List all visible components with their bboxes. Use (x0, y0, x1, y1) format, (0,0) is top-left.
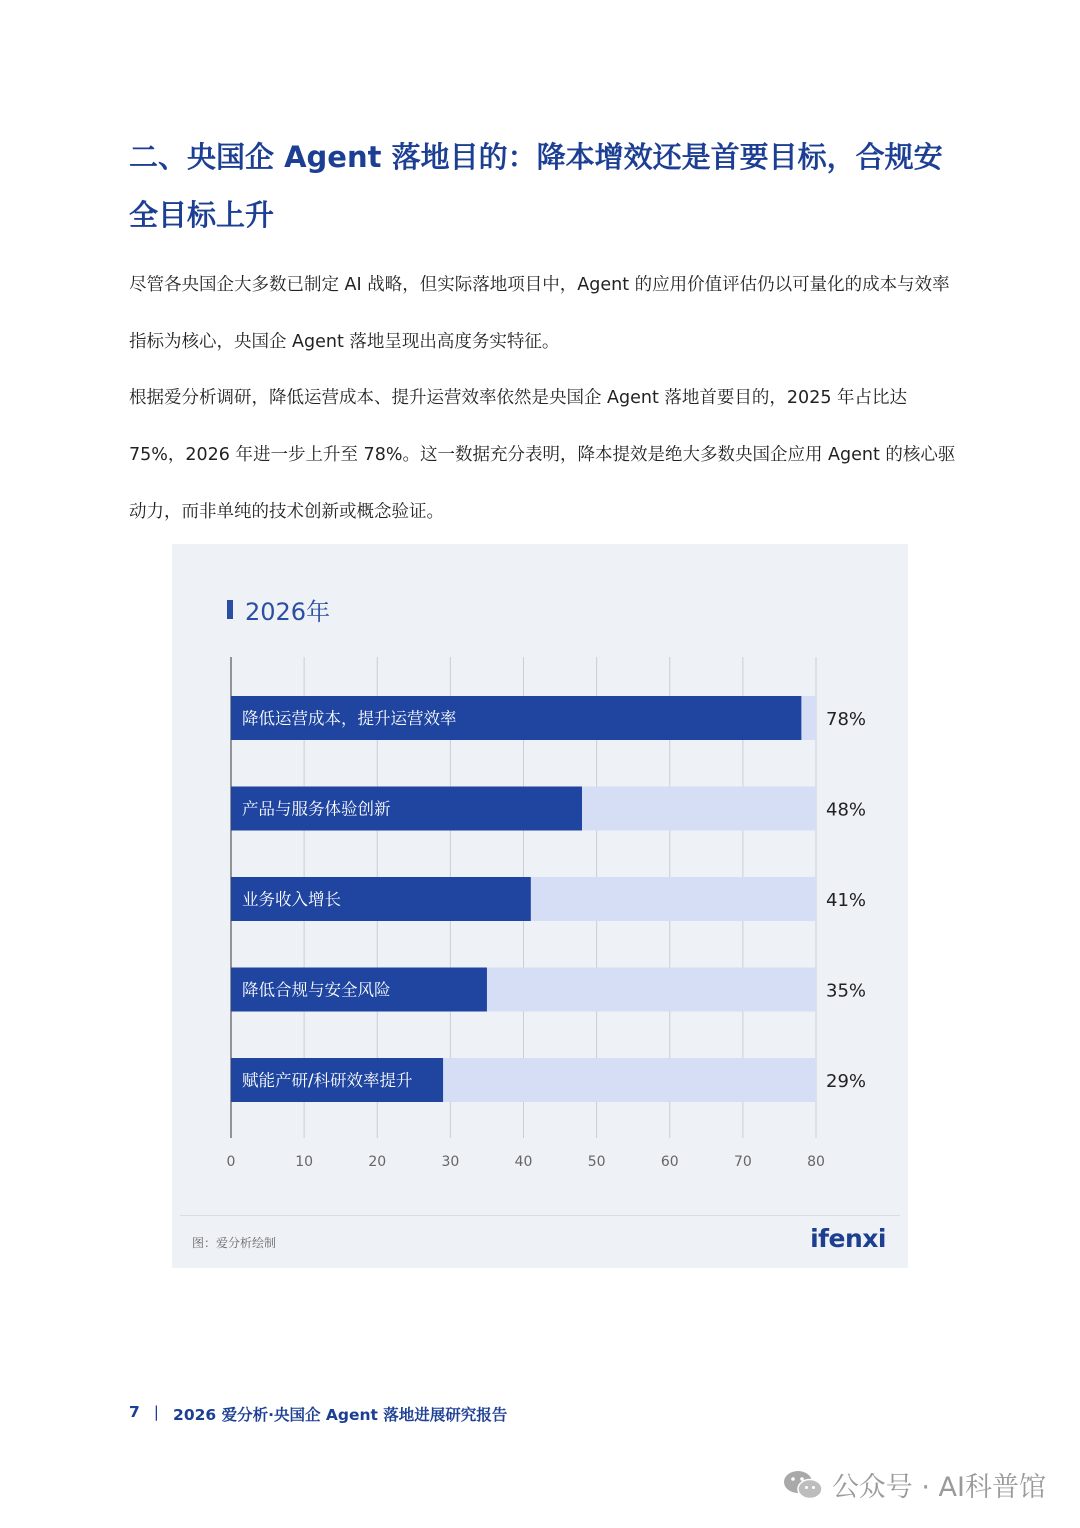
x-tick-label: 60 (660, 1154, 679, 1170)
x-tick-label: 0 (226, 1154, 236, 1170)
x-tick-label: 20 (368, 1154, 387, 1170)
bar-category-label: 降低合规与安全风险 (242, 980, 391, 1000)
bar-value-label: 41% (826, 890, 867, 911)
x-tick-label: 50 (587, 1154, 606, 1170)
watermark (782, 1465, 1046, 1504)
x-tick-label: 30 (441, 1154, 460, 1170)
bar-chart (172, 544, 908, 1204)
footer-separator: | (153, 1403, 160, 1421)
chart-panel (172, 544, 908, 1268)
page-number: 7 (129, 1403, 140, 1421)
ifenxi-logo: ifenxi (810, 1224, 886, 1253)
chart-title-text: 2026年 (245, 598, 331, 626)
title-accent (227, 600, 233, 619)
page-footer (129, 1403, 507, 1425)
bar-category-label: 赋能产研/科研效率提升 (242, 1071, 413, 1090)
bar-category-label: 业务收入增长 (242, 890, 341, 909)
wechat-icon (782, 1469, 824, 1501)
bar-value-label: 29% (826, 1071, 867, 1092)
bar-value-label: 35% (826, 980, 867, 1002)
x-tick-label: 10 (295, 1154, 314, 1170)
paragraph-1: 尽管各央国企大多数已制定 AI 战略，但实际落地项目中，Agent 的应用价值评估仍以可量化的成本与效率指标为核心，央国企 Agent 落地呈现出高度务实特征。 (129, 275, 950, 352)
bar-value-label: 48% (826, 799, 867, 821)
bar-category-label: 产品与服务体验创新 (242, 799, 391, 819)
chart-title (227, 592, 330, 627)
x-tick-label: 80 (807, 1154, 825, 1170)
bar-category-label: 降低运营成本，提升运营效率 (242, 709, 457, 728)
bar-value-label: 78% (826, 709, 867, 730)
section-heading: 二、央国企 Agent 落地目的：降本增效还是首要目标，合规安全目标上升 (129, 140, 943, 232)
footer-doc-title: 2026 爱分析·央国企 Agent 落地进展研究报告 (173, 1406, 508, 1424)
watermark-text: 公众号 · AI科普馆 (831, 1472, 1046, 1503)
chart-source: 图：爱分析绘制 (192, 1236, 277, 1250)
chart-divider (180, 1215, 900, 1216)
x-tick-label: 70 (733, 1154, 752, 1170)
paragraph-2: 根据爱分析调研，降低运营成本、提升运营效率依然是央国企 Agent 落地首要目的，2025 年占比达 75%，2026 年进一步上升至 78%。这一数据充分表明，降本提效是绝大多数央国企应用 Agent 的核心驱动力，而非单纯的技术创新或概念验证。 (129, 388, 956, 522)
x-tick-label: 40 (514, 1154, 533, 1170)
